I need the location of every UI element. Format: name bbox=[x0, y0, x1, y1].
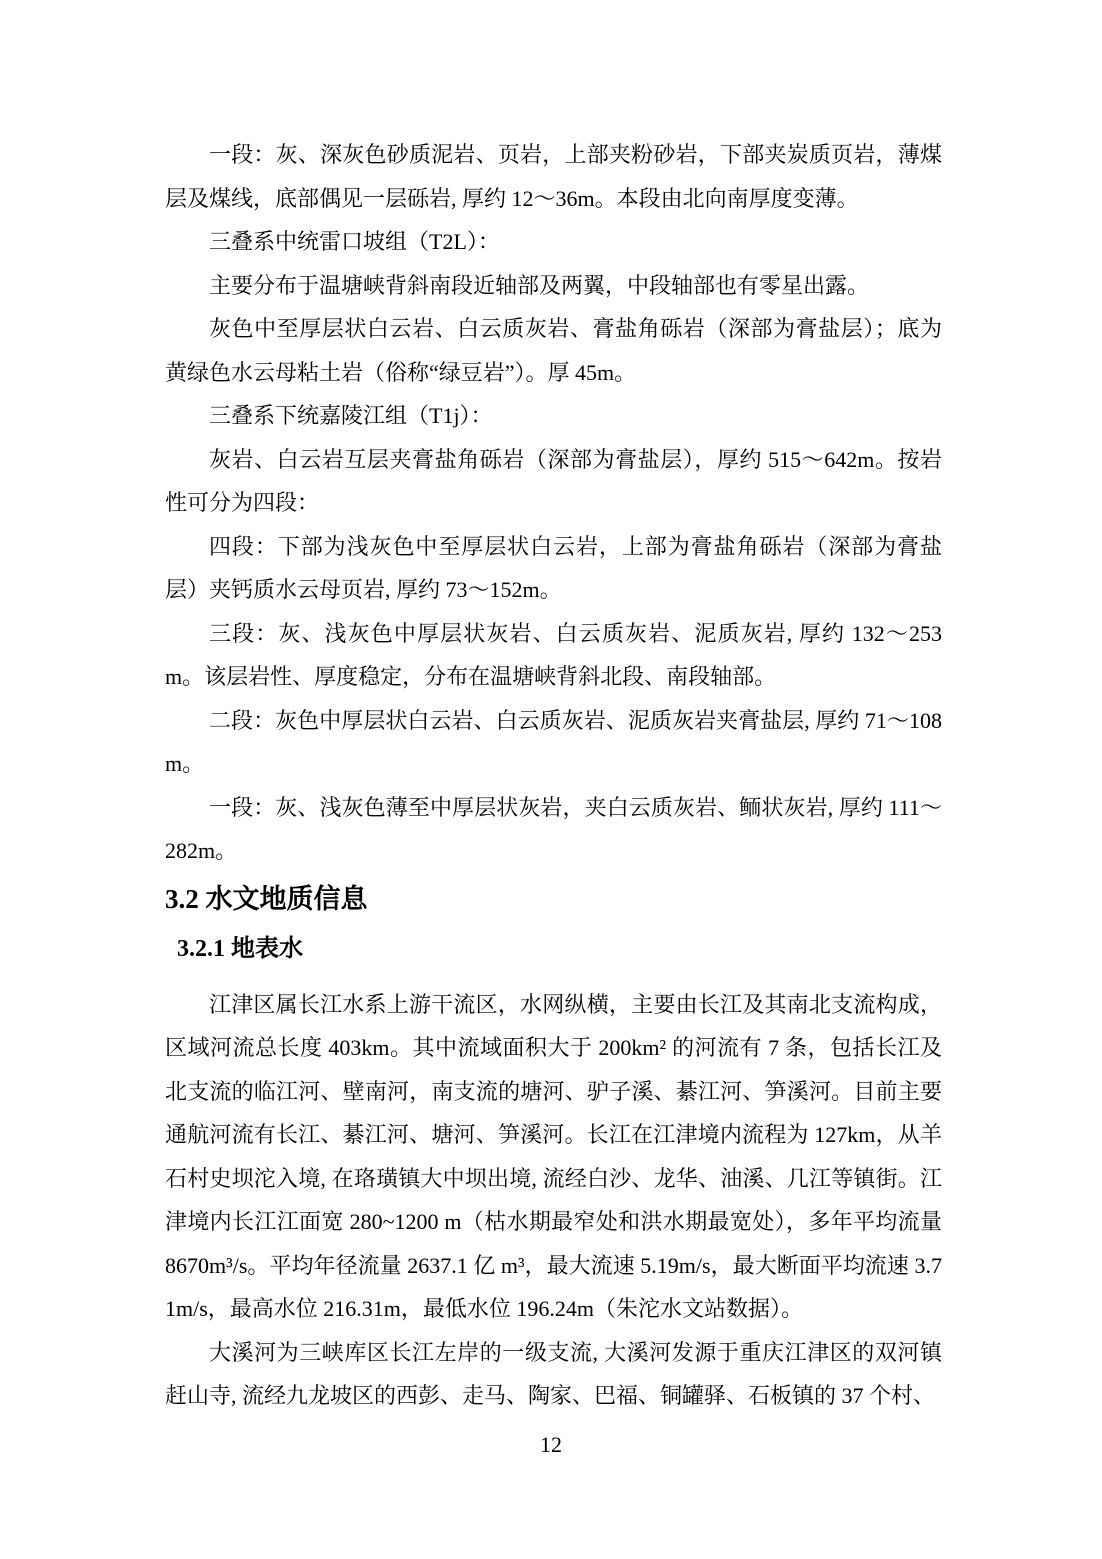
paragraph-formation-t2l-lithology: 灰色中至厚层状白云岩、白云质灰岩、膏盐角砾岩（深部为膏盐层）；底为黄绿色水云母粘土岩（俗称“绿豆岩”）。厚 45m。 bbox=[165, 316, 942, 385]
paragraph-t1j-section1: 一段：灰、浅灰色薄至中厚层状灰岩，夹白云质灰岩、鲕状灰岩, 厚约 111～282m。 bbox=[165, 794, 942, 863]
document-body bbox=[165, 133, 942, 1418]
subsection-heading-3-2-1: 3.2.1 地表水 bbox=[177, 935, 303, 962]
paragraph-stratum-t2x-section1: 一段：灰、深灰色砂质泥岩、页岩，上部夹粉砂岩，下部夹炭质页岩，薄煤层及煤线，底部偶见一层砾岩, 厚约 12～36m。本段由北向南厚度变薄。 bbox=[165, 142, 942, 211]
paragraph-surface-water-yangtze: 江津区属长江水系上游干流区，水网纵横，主要由长江及其南北支流构成，区域河流总长度 403km。其中流域面积大于 200km² 的河流有 7 条，包括长江及北支流的临江河、壁南河，南支流的塘河、驴子溪、綦江河、笋溪河。目前主要通航河流有长江、綦江河、塘河、笋溪河。长江在江津境内流程为 127km，从羊石村史坝沱入境, 在珞璜镇大中坝出境, 流经白沙、龙华、油溪、几江等镇街。江津境内长江江面宽 280~1200 m（枯水期最窄处和洪水期最宽处），多年平均流量 8670m³/s。平均年径流量 2637.1 亿 m³，最大流速 5.19m/s，最大断面平均流速 3.71m/s，最高水位 216.31m，最低水位 196.24m（朱沱水文站数据）。 bbox=[165, 991, 942, 1321]
paragraph-formation-t2l-title: 三叠系中统雷口坡组（T2L）： bbox=[209, 229, 500, 254]
paragraph-formation-t1j-title: 三叠系下统嘉陵江组（T1j）： bbox=[209, 403, 493, 428]
paragraph-t1j-section2: 二段：灰色中厚层状白云岩、白云质灰岩、泥质灰岩夹膏盐层, 厚约 71～108m。 bbox=[165, 707, 942, 776]
paragraph-t1j-section3: 三段：灰、浅灰色中厚层状灰岩、白云质灰岩、泥质灰岩, 厚约 132～253m。该层岩性、厚度稳定，分布在温塘峡背斜北段、南段轴部。 bbox=[165, 620, 942, 689]
paragraph-formation-t1j-lithology: 灰岩、白云岩互层夹膏盐角砾岩（深部为膏盐层），厚约 515～642m。按岩性可分为四段： bbox=[165, 446, 942, 515]
page-number: 12 bbox=[540, 1432, 562, 1457]
paragraph-formation-t2l-distribution: 主要分布于温塘峡背斜南段近轴部及两翼，中段轴部也有零星出露。 bbox=[209, 272, 870, 298]
paragraph-surface-water-daxi-river: 大溪河为三峡库区长江左岸的一级支流, 大溪河发源于重庆江津区的双河镇赶山寺, 流经九龙坡区的西彭、走马、陶家、巴福、铜罐驿、石板镇的 37 个村、 bbox=[165, 1339, 942, 1408]
paragraph-t1j-section4: 四段：下部为浅灰色中至厚层状白云岩，上部为膏盐角砾岩（深部为膏盐层）夹钙质水云母页岩, 厚约 73～152m。 bbox=[165, 533, 942, 602]
section-heading-3-2: 3.2 水文地质信息 bbox=[165, 883, 368, 914]
